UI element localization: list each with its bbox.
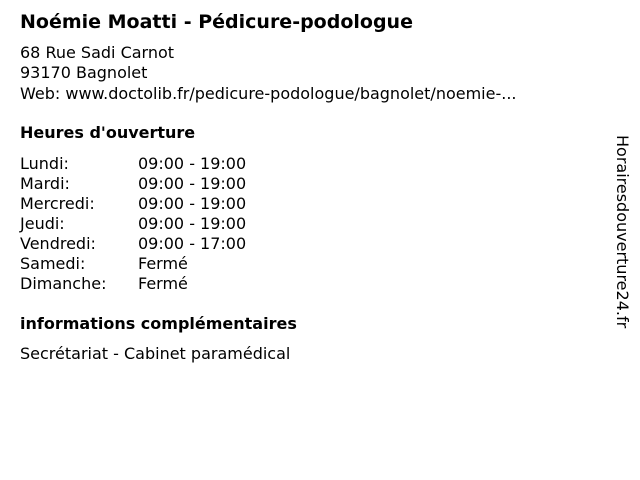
day-hours: 09:00 - 19:00 [138, 214, 247, 233]
day-label: Vendredi: [20, 234, 96, 253]
business-name: Noémie Moatti - Pédicure-podologue [20, 11, 413, 33]
day-label: Mardi: [20, 174, 70, 193]
opening-hours-heading: Heures d'ouverture [20, 123, 196, 142]
day-hours: 09:00 - 17:00 [138, 234, 247, 253]
day-label: Samedi: [20, 254, 86, 273]
address-city: 93170 Bagnolet [20, 63, 148, 82]
day-hours: 09:00 - 19:00 [138, 194, 247, 213]
day-hours: 09:00 - 19:00 [138, 154, 247, 173]
day-label: Mercredi: [20, 194, 95, 213]
day-label: Lundi: [20, 154, 69, 173]
day-hours: 09:00 - 19:00 [138, 174, 247, 193]
address-street: 68 Rue Sadi Carnot [20, 43, 175, 62]
day-hours: Fermé [138, 274, 188, 293]
additional-info-text: Secrétariat - Cabinet paramédical [20, 344, 291, 363]
side-brand-link[interactable]: Horairesdouverture24.fr [613, 135, 632, 329]
additional-info-heading: informations complémentaires [20, 314, 297, 333]
day-label: Dimanche: [20, 274, 107, 293]
day-label: Jeudi: [20, 214, 65, 233]
website-link[interactable]: Web: www.doctolib.fr/pedicure-podologue/bagnolet/noemie-... [20, 84, 517, 103]
day-hours: Fermé [138, 254, 188, 273]
